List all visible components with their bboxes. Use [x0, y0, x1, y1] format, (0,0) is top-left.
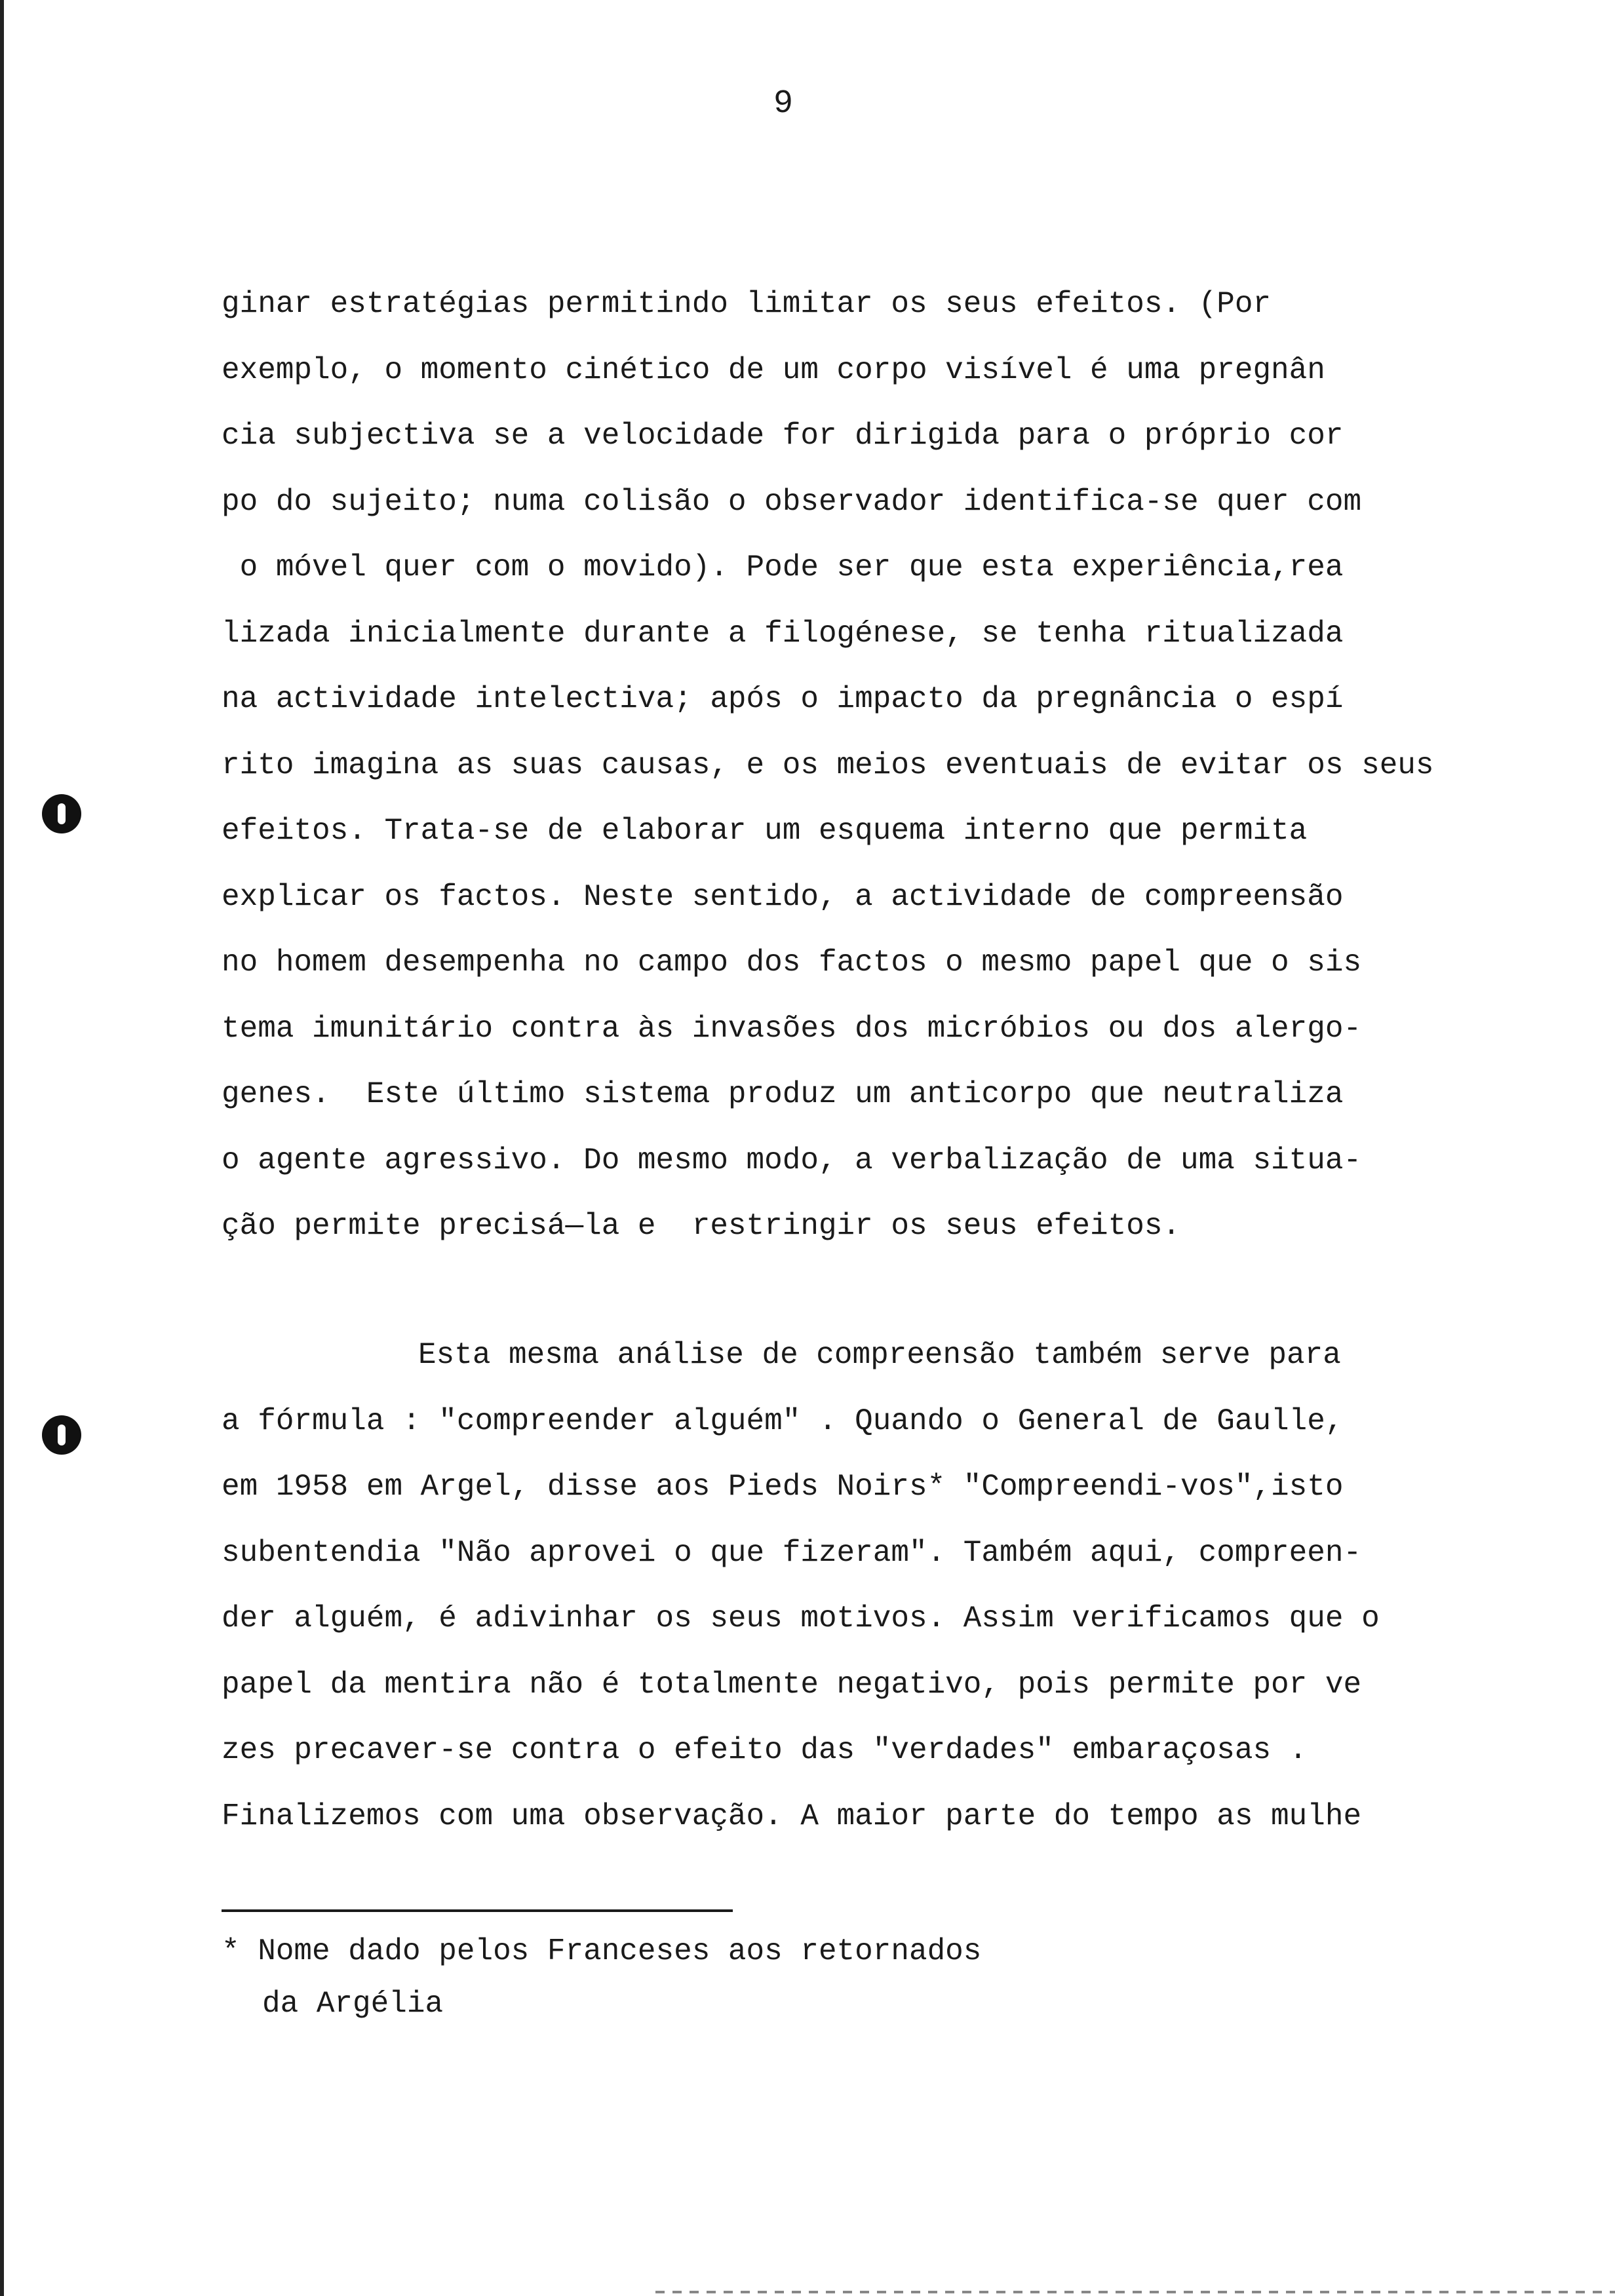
text-line: der alguém, é adivinhar os seus motivos. Assim verificamos que o: [222, 1601, 1380, 1636]
text-line: rito imagina as suas causas, e os meios eventuais de evitar os seus: [222, 748, 1434, 782]
page-number: 9: [773, 85, 794, 123]
footnote-line: * Nome dado pelos Franceses aos retornados: [222, 1934, 982, 1968]
text-line: no homem desempenha no campo dos factos o mesmo papel que o sis: [222, 946, 1362, 980]
text-line: o agente agressivo. Do mesmo modo, a verbalização de uma situa-: [222, 1143, 1362, 1177]
text-line: papel da mentira não é totalmente negativo, pois permite por ve: [222, 1667, 1362, 1702]
text-line: o móvel quer com o movido). Pode ser que esta experiência,rea: [222, 550, 1344, 584]
text-line: a fórmula : "compreender alguém" . Quando o General de Gaulle,: [222, 1404, 1344, 1438]
text-line: tema imunitário contra às invasões dos micróbios ou dos alergo-: [222, 1011, 1362, 1046]
text-line: cia subjectiva se a velocidade for dirigida para o próprio cor: [222, 419, 1344, 453]
paragraph-1: [222, 271, 1506, 1259]
text-line: ginar estratégias permitindo limitar os seus efeitos. (Por: [222, 287, 1272, 321]
scan-artifact: [655, 2291, 1615, 2293]
text-line: Esta mesma análise de compreensão também serve para: [418, 1338, 1341, 1372]
punch-hole-upper: [42, 794, 81, 833]
paragraph-2: [222, 1322, 1506, 1849]
footnote: [222, 1925, 1205, 2030]
text-line: ção permite precisá—la e restringir os seus efeitos.: [222, 1209, 1181, 1243]
text-line: explicar os factos. Neste sentido, a actividade de compreensão: [222, 879, 1344, 914]
text-line: po do sujeito; numa colisão o observador identifica-se quer com: [222, 484, 1362, 519]
page-edge: [0, 0, 4, 2296]
footnote-line: da Argélia: [262, 1987, 444, 2021]
text-line: zes precaver-se contra o efeito das "verdades" embaraçosas .: [222, 1733, 1308, 1767]
text-line: na actividade intelectiva; após o impacto da pregnância o espí: [222, 682, 1344, 716]
text-line: exemplo, o momento cinético de um corpo visível é uma pregnân: [222, 353, 1325, 387]
text-line: lizada inicialmente durante a filogénese, se tenha ritualizada: [222, 616, 1344, 651]
footnote-divider: [222, 1909, 733, 1912]
text-line: efeitos. Trata-se de elaborar um esquema interno que permita: [222, 814, 1308, 848]
text-line: genes. Este último sistema produz um anticorpo que neutraliza: [222, 1077, 1344, 1111]
text-line: em 1958 em Argel, disse aos Pieds Noirs* "Compreendi-vos",isto: [222, 1470, 1344, 1504]
text-line: Finalizemos com uma observação. A maior parte do tempo as mulhe: [222, 1799, 1362, 1833]
text-line: subentendia "Não aprovei o que fizeram". Também aqui, compreen-: [222, 1535, 1362, 1570]
punch-hole-lower: [42, 1415, 81, 1455]
